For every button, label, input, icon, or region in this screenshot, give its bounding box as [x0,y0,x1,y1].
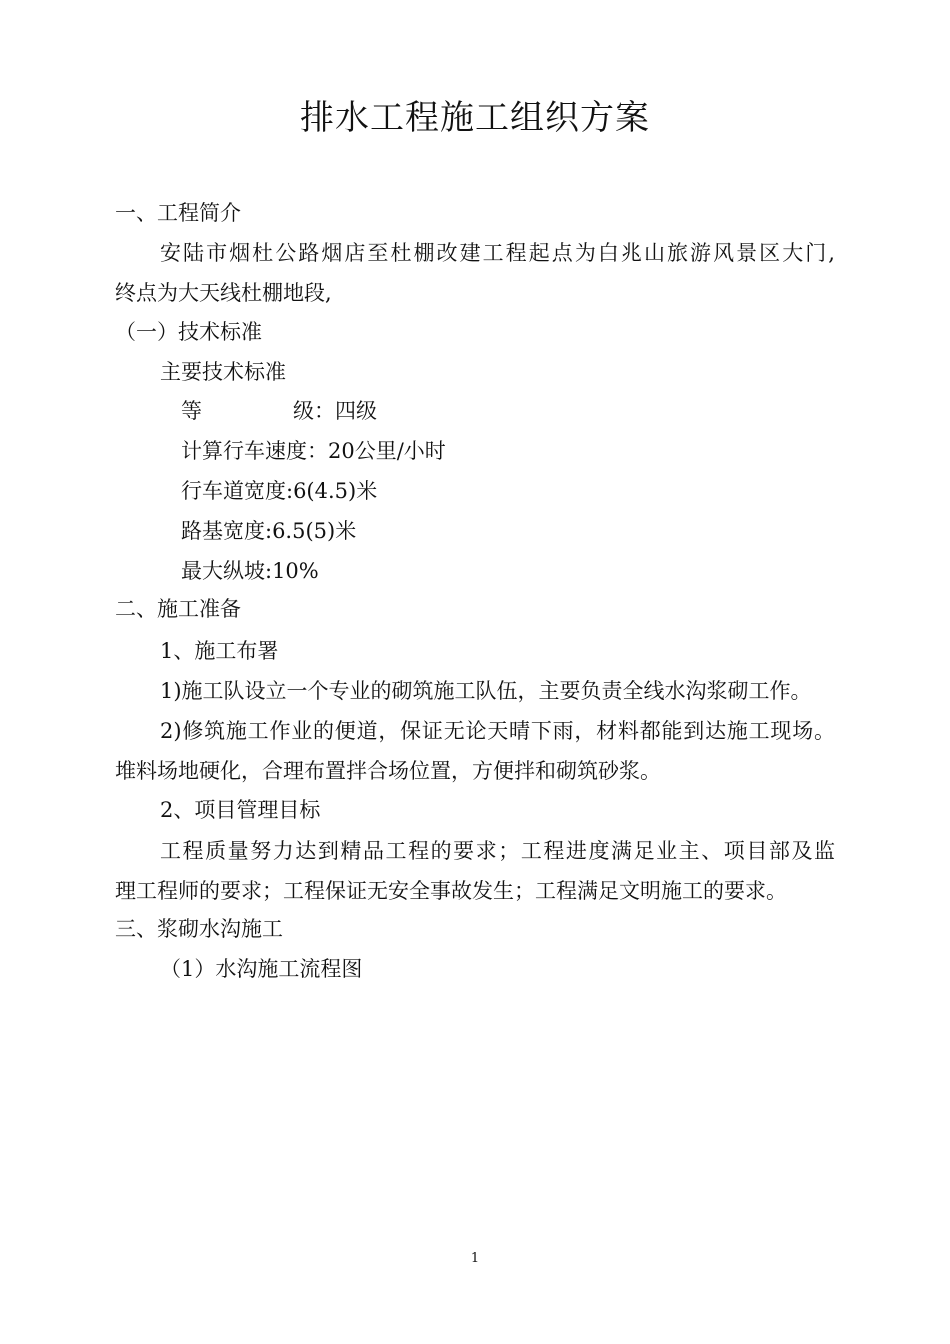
section-3-item-1: （1）水沟施工流程图 [160,957,363,981]
tech-standard-intro: 主要技术标准 [160,360,286,384]
tech-roadbed-width: 路基宽度:6.5(5)米 [181,519,357,543]
section-1-paragraph-line-1: 安陆市烟杜公路烟店至杜棚改建工程起点为白兆山旅游风景区大门, [160,241,835,265]
section-2-item-1-point-2-line-2: 堆料场地硬化，合理布置拌合场位置，方便拌和砌筑砂浆。 [115,759,661,783]
section-2-heading: 二、施工准备 [115,597,241,621]
section-2-item-2-line-2: 理工程师的要求；工程保证无安全事故发生；工程满足文明施工的要求。 [115,879,787,903]
section-2-item-2-line-1: 工程质量努力达到精品工程的要求；工程进度满足业主、项目部及监 [160,839,835,863]
section-2-item-1-point-2-line-1: 2)修筑施工作业的便道，保证无论天晴下雨，材料都能到达施工现场。 [160,719,835,743]
subsection-1-heading: （一）技术标准 [115,320,262,344]
section-1-paragraph-line-2: 终点为大天线杜棚地段, [115,281,332,305]
page-number: 1 [470,1251,480,1266]
section-1-heading: 一、工程简介 [115,201,241,225]
tech-grade-row [181,396,377,426]
section-3-heading: 三、浆砌水沟施工 [115,917,283,941]
tech-max-slope: 最大纵坡:10% [181,559,319,583]
section-2-item-1-point-1: 1)施工队设立一个专业的砌筑施工队伍，主要负责全线水沟浆砌工作。 [160,679,812,703]
tech-grade-label-a: 等 [181,399,202,423]
tech-lane-width: 行车道宽度:6(4.5)米 [181,479,378,503]
section-2-item-2: 2、项目管理目标 [160,798,321,822]
tech-grade-label-b: 级：四级 [293,399,377,423]
document-title: 排水工程施工组织方案 [300,98,650,138]
section-2-item-1: 1、施工布署 [160,639,279,663]
tech-speed: 计算行车速度：20公里/小时 [181,439,446,463]
